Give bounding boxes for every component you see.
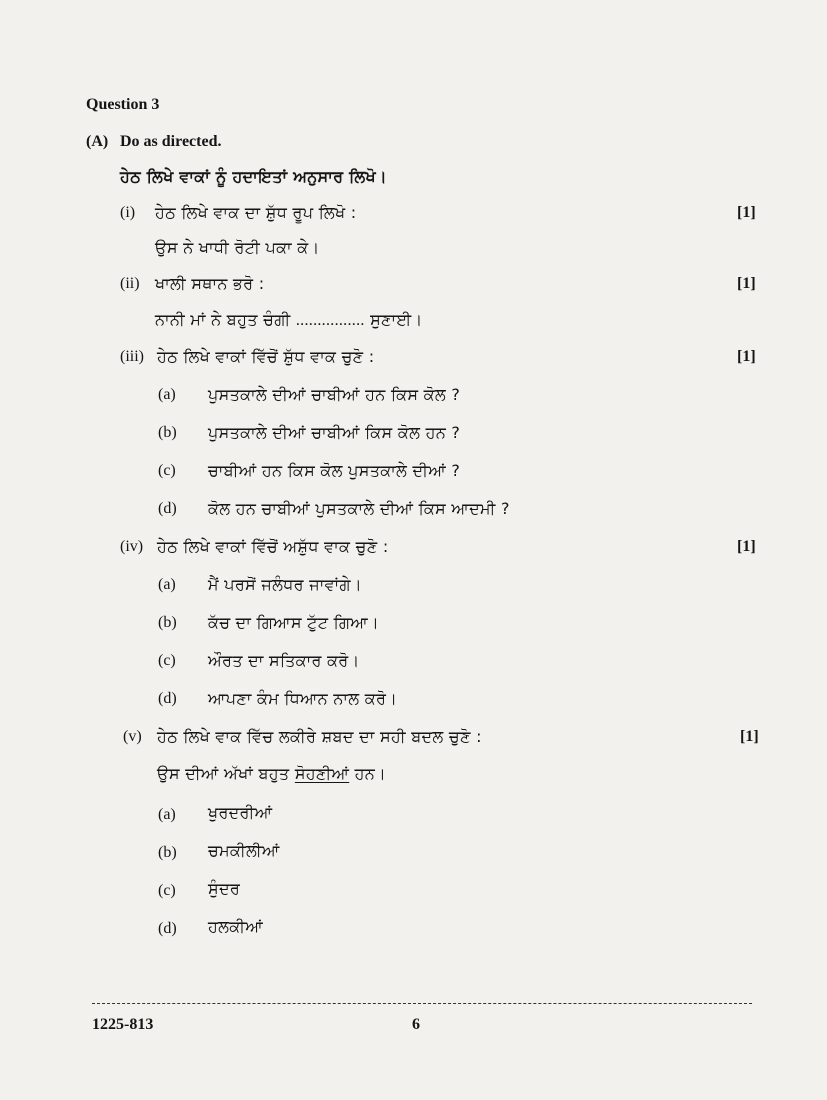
section-instruction: ਹੇਠ ਲਿਖੇ ਵਾਕਾਂ ਨੂੰ ਹਦਾਇਤਾਂ ਅਨੁਸਾਰ ਲਿਖੋ। bbox=[120, 167, 387, 186]
page-number: 6 bbox=[412, 1016, 420, 1033]
q1-number: (i) bbox=[120, 204, 136, 221]
q5-option-label: (d) bbox=[158, 920, 177, 937]
q1-marks: [1] bbox=[737, 204, 756, 221]
q5-number: (v) bbox=[123, 728, 142, 745]
q5-option-label: (b) bbox=[158, 844, 177, 861]
q4-option-text: ਮੈਂ ਪਰਸੋਂ ਜਲੰਧਰ ਜਾਵਾਂਗੇ। bbox=[208, 575, 362, 594]
q2-sentence-after: ਸੁਣਾਈ। bbox=[370, 310, 423, 329]
q3-marks: [1] bbox=[737, 348, 756, 365]
q5-option-label: (c) bbox=[158, 882, 176, 899]
q2-prompt: ਖਾਲੀ ਸਥਾਨ ਭਰੋ : bbox=[155, 274, 265, 293]
q3-option-label: (a) bbox=[158, 386, 176, 403]
q4-option-label: (d) bbox=[158, 690, 177, 707]
q3-option-label: (c) bbox=[158, 462, 176, 479]
q3-option-text: ਪੁਸਤਕਾਲੇ ਦੀਆਂ ਚਾਬੀਆਂ ਕਿਸ ਕੋਲ ਹਨ ? bbox=[208, 423, 461, 442]
q5-sentence-before: ਉਸ ਦੀਆਂ ਅੱਖਾਂ ਬਹੁਤ bbox=[157, 764, 290, 783]
q3-option-text: ਚਾਬੀਆਂ ਹਨ ਕਿਸ ਕੋਲ ਪੁਸਤਕਾਲੇ ਦੀਆਂ ? bbox=[208, 461, 461, 480]
q4-marks: [1] bbox=[737, 538, 756, 555]
q3-number: (iii) bbox=[120, 348, 144, 365]
q4-option-text: ਕੱਚ ਦਾ ਗਿਆਸ ਟੁੱਟ ਗਿਆ। bbox=[208, 613, 380, 632]
q4-option-label: (a) bbox=[158, 576, 176, 593]
q5-prompt: ਹੇਠ ਲਿਖੇ ਵਾਕ ਵਿੱਚ ਲਕੀਰੇ ਸ਼ਬਦ ਦਾ ਸਹੀ ਬਦਲ ਚੁਣੋ : bbox=[157, 727, 482, 746]
footer-divider bbox=[92, 1003, 752, 1004]
q5-sentence-after: ਹਨ। bbox=[354, 764, 387, 783]
q1-prompt: ਹੇਠ ਲਿਖੇ ਵਾਕ ਦਾ ਸ਼ੁੱਧ ਰੂਪ ਲਿਖੋ : bbox=[155, 203, 357, 222]
q2-sentence-before: ਨਾਨੀ ਮਾਂ ਨੇ ਬਹੁਤ ਚੰਗੀ bbox=[155, 310, 291, 329]
q4-option-text: ਆਪਣਾ ਕੰਮ ਧਿਆਨ ਨਾਲ ਕਰੋ। bbox=[208, 689, 398, 708]
question-title: Question 3 bbox=[86, 96, 160, 113]
paper-code: 1225-813 bbox=[92, 1016, 154, 1033]
q3-option-label: (b) bbox=[158, 424, 177, 441]
q4-option-label: (c) bbox=[158, 652, 176, 669]
q3-option-text: ਪੁਸਤਕਾਲੇ ਦੀਆਂ ਚਾਬੀਆਂ ਹਨ ਕਿਸ ਕੋਲ ? bbox=[208, 385, 461, 404]
q3-option-label: (d) bbox=[158, 500, 177, 517]
q5-option-text: ਖੁਰਦਰੀਆਂ bbox=[208, 803, 273, 822]
q5-sentence bbox=[157, 764, 386, 784]
q5-option-text: ਹਲਕੀਆਂ bbox=[208, 917, 264, 936]
q5-underlined-word: ਸੋਹਣੀਆਂ bbox=[294, 764, 350, 783]
q5-option-text: ਚਮਕੀਲੀਆਂ bbox=[208, 841, 280, 860]
q2-number: (ii) bbox=[120, 275, 140, 292]
q3-prompt: ਹੇਠ ਲਿਖੇ ਵਾਕਾਂ ਵਿੱਚੋਂ ਸ਼ੁੱਧ ਵਾਕ ਚੁਣੋ : bbox=[157, 347, 375, 366]
q4-option-label: (b) bbox=[158, 614, 177, 631]
q2-sentence bbox=[155, 310, 423, 330]
q5-option-text: ਸੁੰਦਰ bbox=[208, 879, 241, 898]
q4-prompt: ਹੇਠ ਲਿਖੇ ਵਾਕਾਂ ਵਿੱਚੋਂ ਅਸ਼ੁੱਧ ਵਾਕ ਚੁਣੋ : bbox=[157, 537, 389, 556]
q5-option-label: (a) bbox=[158, 806, 176, 823]
section-title: Do as directed. bbox=[120, 133, 222, 150]
q4-number: (iv) bbox=[120, 538, 144, 555]
q3-option-text: ਕੋਲ ਹਨ ਚਾਬੀਆਂ ਪੁਸਤਕਾਲੇ ਦੀਆਂ ਕਿਸ ਆਦਮੀ ? bbox=[208, 499, 510, 518]
q2-marks: [1] bbox=[737, 275, 756, 292]
section-label: (A) bbox=[86, 133, 109, 150]
q5-marks: [1] bbox=[740, 728, 759, 745]
q4-option-text: ਔਰਤ ਦਾ ਸਤਿਕਾਰ ਕਰੋ। bbox=[208, 651, 360, 670]
q1-sentence: ਉਸ ਨੇ ਖਾਧੀ ਰੋਟੀ ਪਕਾ ਕੇ। bbox=[155, 238, 320, 257]
q2-blank: ................ bbox=[295, 312, 365, 329]
